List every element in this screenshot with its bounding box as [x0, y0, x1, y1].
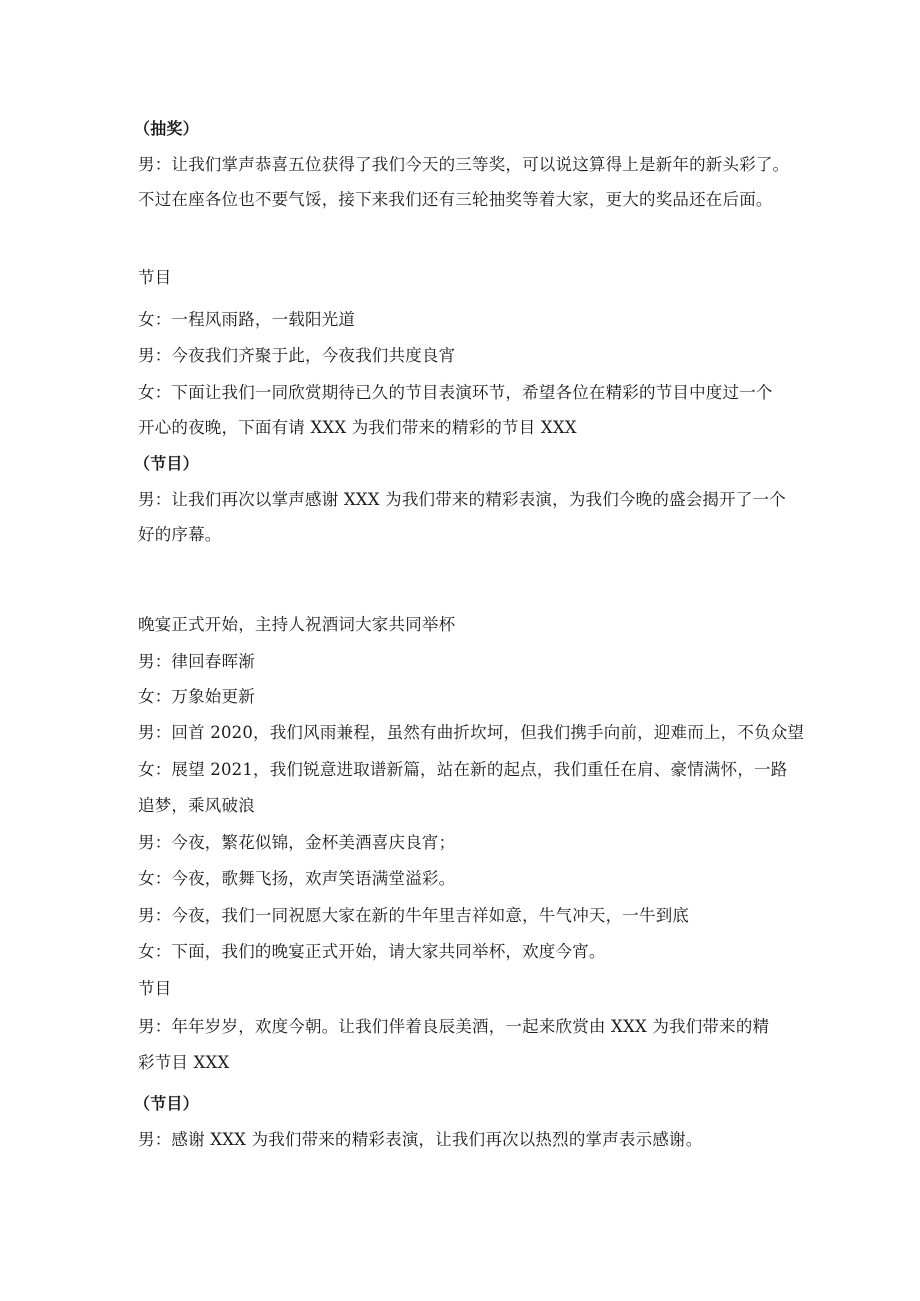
dialogue-line: 好的序幕。 — [138, 525, 222, 544]
dialogue-line: 女：一程风雨路，一载阳光道 — [138, 310, 356, 329]
dialogue-line: 男：年年岁岁，欢度今朝。让我们伴着良辰美酒，一起来欣赏由 XXX 为我们带来的精 — [138, 1017, 770, 1036]
section-heading-program: （节目） — [134, 1094, 199, 1113]
section-label-banquet: 晚宴正式开始，主持人祝酒词大家共同举杯 — [138, 615, 456, 634]
dialogue-line: 女：万象始更新 — [138, 687, 255, 706]
dialogue-line: 男：今夜我们齐聚于此，今夜我们共度良宵 — [138, 346, 456, 365]
dialogue-line: 男：今夜，我们一同祝愿大家在新的牛年里吉祥如意，牛气冲天，一牛到底 — [138, 906, 690, 925]
dialogue-line: 男：感谢 XXX 为我们带来的精彩表演，让我们再次以热烈的掌声表示感谢。 — [138, 1130, 703, 1149]
dialogue-line: 女：今夜，歌舞飞扬，欢声笑语满堂溢彩。 — [138, 869, 456, 888]
dialogue-line: 开心的夜晚，下面有请 XXX 为我们带来的精彩的节目 XXX — [138, 418, 577, 437]
section-label-program: 节目 — [138, 268, 172, 287]
dialogue-line: 彩节目 XXX — [138, 1053, 230, 1072]
section-heading-lottery: （抽奖） — [134, 119, 199, 138]
dialogue-line: 不过在座各位也不要气馁，接下来我们还有三轮抽奖等着大家，更大的奖品还在后面。 — [138, 190, 773, 209]
section-heading-program: （节目） — [134, 454, 199, 473]
dialogue-line: 追梦，乘风破浪 — [138, 796, 255, 815]
dialogue-line: 男：回首 2020，我们风雨兼程，虽然有曲折坎坷，但我们携手向前，迎难而上，不负众望 — [138, 723, 805, 742]
dialogue-line: 男：律回春晖渐 — [138, 652, 255, 671]
dialogue-line: 女：下面让我们一同欣赏期待已久的节目表演环节，希望各位在精彩的节目中度过一个 — [138, 383, 773, 402]
dialogue-line: 男：今夜，繁花似锦，金杯美酒喜庆良宵； — [138, 833, 456, 852]
section-label-program: 节目 — [138, 979, 172, 998]
dialogue-line: 男：让我们掌声恭喜五位获得了我们今天的三等奖，可以说这算得上是新年的新头彩了。 — [138, 155, 790, 174]
dialogue-line: 男：让我们再次以掌声感谢 XXX 为我们带来的精彩表演，为我们今晚的盛会揭开了一个 — [138, 490, 786, 509]
dialogue-line: 女：下面，我们的晚宴正式开始，请大家共同举杯，欢度今宵。 — [138, 942, 606, 961]
dialogue-line: 女：展望 2021，我们锐意进取谱新篇，站在新的起点，我们重任在肩、豪情满怀，一路 — [138, 760, 788, 779]
